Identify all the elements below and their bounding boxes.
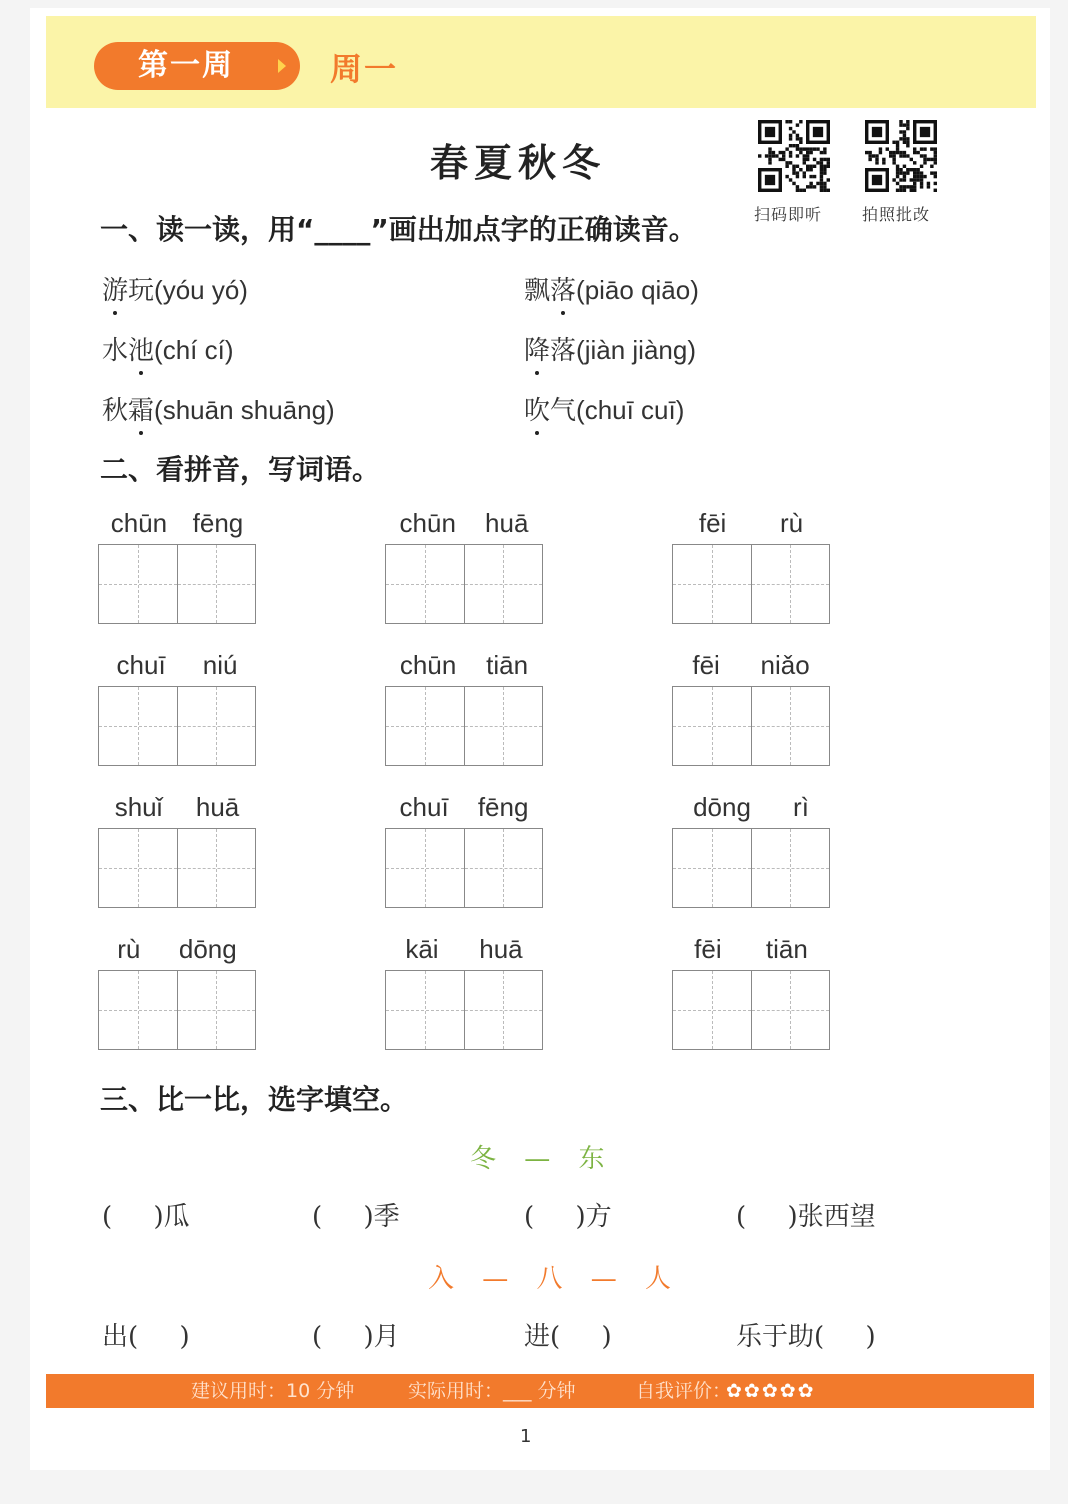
pinyin-writing-cell — [385, 508, 543, 624]
pronunciation-item[interactable] — [102, 330, 233, 367]
rating-stars[interactable]: ✿✿✿✿✿ — [726, 1380, 816, 1402]
writing-box[interactable] — [386, 829, 465, 907]
writing-box[interactable] — [465, 687, 543, 765]
character: 落 — [550, 336, 577, 366]
writing-box[interactable] — [752, 545, 830, 623]
tianzige-grid[interactable] — [98, 686, 256, 766]
pinyin-row — [672, 650, 830, 686]
pinyin-writing-cell — [672, 508, 830, 624]
fill-blank-item[interactable]: 乐于助( ) — [736, 1322, 876, 1352]
writing-box[interactable] — [465, 545, 543, 623]
pinyin-row — [672, 508, 830, 544]
tianzige-grid[interactable] — [98, 970, 256, 1050]
pinyin-row — [672, 934, 830, 970]
pinyin-row — [385, 508, 543, 544]
week-label: 第一周 — [138, 48, 234, 83]
qr-caption-grade: 拍照批改 — [862, 205, 931, 224]
writing-box[interactable] — [673, 829, 752, 907]
pinyin-syllable: fēng — [477, 792, 529, 822]
tianzige-grid[interactable] — [672, 544, 830, 624]
pronunciation-item[interactable] — [524, 270, 699, 307]
footer-bar — [46, 1374, 1034, 1408]
character: 秋 — [102, 396, 129, 426]
actual-time: 实际用时：___ 分钟 — [408, 1380, 576, 1402]
qr-code-listen-icon[interactable] — [758, 120, 830, 192]
pinyin-row — [98, 934, 256, 970]
writing-box[interactable] — [178, 829, 256, 907]
writing-box[interactable] — [752, 829, 830, 907]
pinyin-syllable: shuǐ — [114, 792, 163, 822]
fill-blank-item[interactable]: ( )张西望 — [736, 1202, 876, 1232]
pronunciation-item[interactable] — [524, 390, 684, 427]
writing-box[interactable] — [99, 545, 178, 623]
self-eval-label: 自我评价： — [636, 1380, 732, 1402]
writing-box[interactable] — [99, 687, 178, 765]
dotted-character: 霜 — [128, 396, 155, 426]
qr-caption-listen: 扫码即听 — [754, 205, 823, 224]
fill-blank-item[interactable]: ( )瓜 — [102, 1202, 190, 1232]
worksheet-page — [30, 8, 1050, 1470]
pinyin-writing-cell — [672, 934, 830, 1050]
section-3-heading: 三、比一比，选字填空。 — [100, 1083, 409, 1116]
tianzige-grid[interactable] — [385, 828, 543, 908]
pinyin-writing-cell — [98, 934, 256, 1050]
pinyin-writing-cell — [98, 650, 256, 766]
pronunciation-item[interactable] — [102, 270, 248, 307]
pinyin-row — [98, 508, 256, 544]
tianzige-grid[interactable] — [672, 828, 830, 908]
pinyin-row — [98, 792, 256, 828]
pinyin-syllable: dōng — [178, 934, 237, 964]
writing-box[interactable] — [178, 687, 256, 765]
pinyin-row — [385, 792, 543, 828]
character: 玩 — [128, 276, 155, 306]
pinyin-syllable: fēi — [694, 934, 722, 964]
pinyin-syllable: niú — [202, 650, 238, 680]
writing-box[interactable] — [99, 971, 178, 1049]
fill-blank-item[interactable]: ( )季 — [312, 1202, 400, 1232]
writing-box[interactable] — [386, 971, 465, 1049]
tianzige-grid[interactable] — [98, 544, 256, 624]
pinyin-syllable: niǎo — [760, 650, 810, 680]
pinyin-syllable: chuī — [399, 792, 449, 822]
tianzige-grid[interactable] — [672, 686, 830, 766]
pinyin-writing-cell — [385, 650, 543, 766]
page-title: 春夏秋冬 — [430, 140, 607, 185]
tianzige-grid[interactable] — [98, 828, 256, 908]
fill-blank-item[interactable]: ( )方 — [524, 1202, 612, 1232]
pinyin-writing-cell — [98, 508, 256, 624]
pinyin-syllable: chūn — [110, 508, 168, 538]
writing-box[interactable] — [673, 687, 752, 765]
section-2-heading: 二、看拼音，写词语。 — [100, 453, 381, 486]
pinyin-row — [672, 792, 830, 828]
pinyin-syllable: huā — [195, 792, 240, 822]
pinyin-writing-cell — [672, 650, 830, 766]
pinyin-options[interactable]: (chuī cuī) — [576, 395, 685, 425]
writing-box[interactable] — [178, 545, 256, 623]
pinyin-syllable: fēi — [698, 508, 727, 538]
char-pair-1: 冬 — 东 — [470, 1144, 615, 1174]
dotted-character: 降 — [524, 336, 551, 366]
writing-box[interactable] — [178, 971, 256, 1049]
pinyin-syllable: kāi — [405, 934, 439, 964]
pinyin-syllable: tiān — [765, 934, 808, 964]
pinyin-syllable: dōng — [693, 792, 751, 822]
pinyin-syllable: chūn — [399, 508, 456, 538]
fill-blank-item[interactable]: ( )月 — [312, 1322, 400, 1352]
dotted-character: 游 — [102, 276, 129, 306]
fill-blank-item[interactable]: 进( ) — [524, 1322, 612, 1352]
pinyin-syllable: fēi — [692, 650, 720, 680]
writing-box[interactable] — [673, 545, 752, 623]
section-1-heading: 一、读一读，用“____”画出加点字的正确读音。 — [100, 213, 697, 246]
pinyin-row — [98, 650, 256, 686]
pinyin-syllable: tiān — [486, 650, 529, 680]
tianzige-grid[interactable] — [385, 970, 543, 1050]
suggested-time: 建议用时：10 分钟 — [191, 1380, 355, 1402]
pinyin-row — [385, 650, 543, 686]
writing-box[interactable] — [752, 687, 830, 765]
pronunciation-item[interactable] — [524, 330, 696, 367]
tianzige-grid[interactable] — [672, 970, 830, 1050]
pinyin-syllable: rì — [793, 792, 809, 822]
writing-box[interactable] — [752, 971, 830, 1049]
writing-box[interactable] — [673, 971, 752, 1049]
pinyin-writing-cell — [385, 934, 543, 1050]
pinyin-row — [385, 934, 543, 970]
week-badge — [94, 42, 300, 90]
fill-blank-item[interactable]: 出( ) — [102, 1322, 190, 1352]
pinyin-writing-cell — [672, 792, 830, 908]
writing-box[interactable] — [386, 545, 465, 623]
dotted-character: 池 — [128, 336, 155, 366]
dotted-character: 吹 — [524, 396, 551, 426]
character: 飘 — [524, 276, 551, 306]
tianzige-grid[interactable] — [385, 544, 543, 624]
pinyin-syllable: chuī — [116, 650, 166, 680]
day-label: 周一 — [330, 50, 399, 88]
pinyin-syllable: fēng — [192, 508, 244, 538]
tianzige-grid[interactable] — [385, 686, 543, 766]
character: 水 — [102, 336, 129, 366]
pinyin-options[interactable]: (jiàn jiàng) — [576, 335, 696, 365]
pinyin-writing-cell — [98, 792, 256, 908]
pronunciation-item[interactable] — [102, 390, 335, 427]
pinyin-syllable: huā — [485, 508, 529, 538]
pinyin-syllable: huā — [479, 934, 523, 964]
dotted-character: 落 — [550, 276, 577, 306]
arrow-icon — [278, 59, 286, 73]
pinyin-options[interactable]: (shuān shuāng) — [154, 395, 335, 425]
character: 气 — [550, 396, 577, 426]
pinyin-options[interactable]: (piāo qiāo) — [576, 275, 699, 305]
char-pair-2: 入 — 八 — 人 — [428, 1264, 682, 1294]
pinyin-options[interactable]: (chí cí) — [154, 335, 234, 365]
writing-box[interactable] — [386, 687, 465, 765]
pinyin-syllable: rù — [780, 508, 804, 538]
writing-box[interactable] — [465, 971, 543, 1049]
writing-box[interactable] — [465, 829, 543, 907]
pinyin-writing-cell — [385, 792, 543, 908]
qr-code-grade-icon[interactable] — [865, 120, 937, 192]
writing-box[interactable] — [99, 829, 178, 907]
pinyin-syllable: chūn — [399, 650, 457, 680]
pinyin-options[interactable]: (yóu yó) — [154, 275, 248, 305]
pinyin-syllable: rù — [117, 934, 141, 964]
page-number: 1 — [520, 1426, 532, 1447]
